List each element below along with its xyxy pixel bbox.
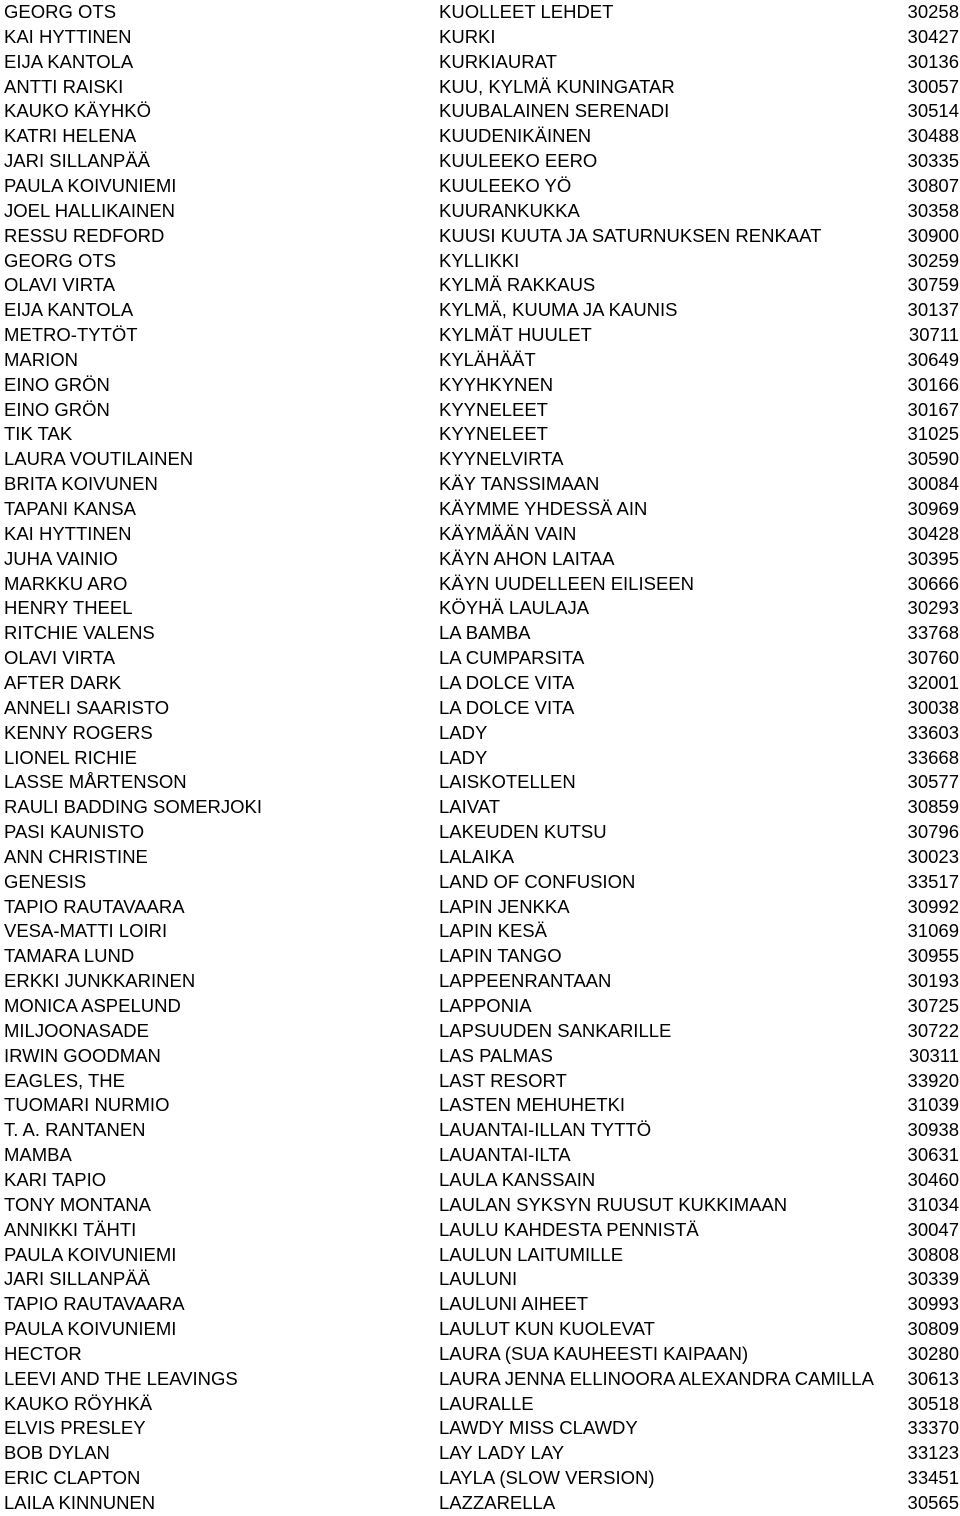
artist-name: GEORG OTS [4, 1, 117, 22]
artist-name: MARKKU ARO [4, 572, 128, 594]
song-title: LADY [439, 746, 488, 768]
song-title: KÄY TANSSIMAAN [439, 473, 600, 495]
song-code: 30666 [906, 572, 959, 597]
artist-name: JOEL HALLIKAINEN [4, 199, 176, 221]
song-title: LAPPONIA [439, 995, 532, 1016]
song-code: 30992 [906, 895, 959, 920]
song-title: LA DOLCE VITA [439, 671, 575, 693]
song-title: LAULUNI [439, 1268, 518, 1290]
song-title: KYLÄHÄÄT [439, 348, 536, 370]
artist-name: ANN CHRISTINE [4, 845, 148, 867]
artist-name: EINO GRÖN [4, 373, 110, 395]
song-code: 33920 [906, 1069, 959, 1094]
song-row [0, 1292, 960, 1317]
song-row [0, 795, 960, 820]
song-row [0, 1243, 960, 1268]
song-title: LAZZARELLA [439, 1492, 556, 1513]
song-row [0, 621, 960, 646]
song-code: 30137 [906, 298, 959, 323]
song-row [0, 596, 960, 621]
song-code: 30649 [906, 348, 959, 373]
song-row [0, 671, 960, 696]
song-title: KÄYMÄÄN VAIN [439, 522, 577, 544]
song-row [0, 298, 960, 323]
song-title: LASTEN MEHUHETKI [439, 1094, 626, 1116]
artist-name: PASI KAUNISTO [4, 821, 145, 843]
song-row [0, 50, 960, 75]
song-code: 30293 [906, 596, 959, 621]
song-title: LAWDY MISS CLAWDY [439, 1417, 638, 1439]
song-code: 30136 [906, 50, 959, 75]
song-row [0, 1392, 960, 1417]
song-title: LAKEUDEN KUTSU [439, 821, 607, 843]
song-code: 33123 [906, 1441, 959, 1466]
song-code: 30900 [906, 224, 959, 249]
artist-name: BOB DYLAN [4, 1442, 110, 1464]
song-code: 33768 [906, 621, 959, 646]
song-code: 30711 [907, 323, 959, 348]
song-row [0, 0, 960, 25]
artist-name: EAGLES, THE [4, 1069, 125, 1091]
artist-name: KAI HYTTINEN [4, 522, 132, 544]
song-title: KÖYHÄ LAULAJA [439, 597, 590, 619]
song-row [0, 721, 960, 746]
song-code: 30631 [906, 1143, 959, 1168]
artist-name: METRO-TYTÖT [4, 324, 138, 346]
artist-name: BRITA KOIVUNEN [4, 473, 158, 495]
artist-name: MILJOONASADE [4, 1019, 149, 1041]
song-title: KYLMÄ, KUUMA JA KAUNIS [439, 299, 678, 321]
artist-name: OLAVI VIRTA [4, 274, 116, 296]
song-title: LAURA (SUA KAUHEESTI KAIPAAN) [439, 1342, 749, 1364]
song-title: KUULEEKO YÖ [439, 174, 572, 196]
song-row [0, 994, 960, 1019]
song-title: LAULU KAHDESTA PENNISTÄ [439, 1218, 699, 1240]
song-title: KYYNELEET [439, 398, 548, 420]
song-row [0, 472, 960, 497]
song-title: KÄYMME YHDESSÄ AIN [439, 498, 648, 519]
artist-name: TAMARA LUND [4, 945, 135, 967]
song-code: 33370 [906, 1416, 959, 1441]
song-title: LAYLA (SLOW VERSION) [439, 1467, 655, 1489]
song-title: LAUANTAI-ILLAN TYTTÖ [439, 1119, 652, 1141]
artist-name: TUOMARI NURMIO [4, 1094, 170, 1116]
song-title: LAULUNI AIHEET [439, 1293, 589, 1315]
song-title: KURKIAURAT [439, 50, 557, 72]
song-title: LAUANTAI-ILTA [439, 1144, 571, 1166]
song-code: 30193 [906, 969, 959, 994]
song-row [0, 522, 960, 547]
song-row [0, 746, 960, 771]
song-row [0, 497, 960, 522]
song-code: 30514 [906, 99, 959, 124]
artist-name: GEORG OTS [4, 249, 117, 271]
song-code: 30759 [906, 273, 959, 298]
song-code: 30339 [906, 1267, 959, 1292]
song-code: 30955 [906, 944, 959, 969]
song-row [0, 1267, 960, 1292]
artist-name: PAULA KOIVUNIEMI [4, 1318, 177, 1340]
artist-name: PAULA KOIVUNIEMI [4, 1243, 177, 1265]
song-title: LA BAMBA [439, 622, 531, 644]
song-code: 30808 [906, 1243, 959, 1268]
song-code: 30809 [906, 1317, 959, 1342]
song-title: LAND OF CONFUSION [439, 870, 636, 892]
artist-name: VESA-MATTI LOIRI [4, 920, 168, 942]
song-code: 33668 [906, 746, 959, 771]
artist-name: EIJA KANTOLA [4, 299, 134, 321]
song-code: 31034 [906, 1193, 959, 1218]
song-code: 30166 [906, 373, 959, 398]
song-row [0, 348, 960, 373]
artist-name: KAUKO RÖYHKÄ [4, 1392, 153, 1414]
song-row [0, 249, 960, 274]
song-title: LAS PALMAS [439, 1044, 553, 1066]
song-title: KYYNELEET [439, 423, 548, 445]
song-row [0, 1218, 960, 1243]
song-row [0, 25, 960, 50]
song-title: LAPIN KESÄ [439, 920, 547, 942]
song-title: LAURA JENNA ELLINOORA ALEXANDRA CAMILLA [439, 1367, 874, 1389]
artist-name: JARI SILLANPÄÄ [4, 1268, 151, 1290]
song-code: 30565 [906, 1491, 959, 1516]
song-row [0, 447, 960, 472]
artist-name: PAULA KOIVUNIEMI [4, 174, 177, 196]
song-code: 30722 [906, 1019, 959, 1044]
song-code: 30590 [906, 447, 959, 472]
song-title: LAULUT KUN KUOLEVAT [439, 1318, 655, 1340]
artist-name: TAPIO RAUTAVAARA [4, 895, 185, 917]
artist-name: IRWIN GOODMAN [4, 1044, 161, 1066]
song-code: 33603 [906, 721, 959, 746]
song-row [0, 75, 960, 100]
song-row [0, 273, 960, 298]
song-code: 30428 [906, 522, 959, 547]
artist-name: ANTTI RAISKI [4, 75, 124, 97]
song-title: KYYHKYNEN [439, 373, 554, 395]
song-row [0, 1193, 960, 1218]
song-code: 30335 [906, 149, 959, 174]
artist-name: JARI SILLANPÄÄ [4, 150, 151, 172]
song-code: 30311 [907, 1044, 959, 1069]
artist-name: KARI TAPIO [4, 1168, 107, 1190]
song-title: LALAIKA [439, 845, 515, 867]
song-code: 30167 [906, 398, 959, 423]
song-row [0, 1342, 960, 1367]
song-row [0, 1441, 960, 1466]
song-code: 30038 [906, 696, 959, 721]
song-code: 30969 [906, 497, 959, 522]
song-title: KYLMÄ RAKKAUS [439, 274, 596, 296]
artist-name: LASSE MÅRTENSON [4, 771, 187, 793]
artist-name: TAPIO RAUTAVAARA [4, 1293, 185, 1315]
song-code: 30023 [906, 845, 959, 870]
song-title: LADY [439, 721, 488, 743]
song-code: 33451 [906, 1466, 959, 1491]
song-code: 30760 [906, 646, 959, 671]
artist-name: MAMBA [4, 1144, 72, 1166]
song-title: KYLLIKKI [439, 249, 520, 271]
artist-name: OLAVI VIRTA [4, 647, 116, 669]
song-code: 30259 [906, 249, 959, 274]
song-row [0, 919, 960, 944]
song-row [0, 547, 960, 572]
song-row [0, 1317, 960, 1342]
artist-name: ELVIS PRESLEY [4, 1417, 146, 1439]
song-code: 31039 [906, 1093, 959, 1118]
song-title: KUUSI KUUTA JA SATURNUKSEN RENKAAT [439, 224, 822, 246]
song-code: 30938 [906, 1118, 959, 1143]
song-title: KUOLLEET LEHDET [439, 1, 614, 22]
song-row [0, 1093, 960, 1118]
artist-name: KAUKO KÄYHKÖ [4, 100, 152, 122]
song-row [0, 1019, 960, 1044]
song-row [0, 1491, 960, 1516]
song-code: 30280 [906, 1342, 959, 1367]
song-code: 30518 [906, 1392, 959, 1417]
artist-name: ERIC CLAPTON [4, 1467, 141, 1489]
artist-name: TIK TAK [4, 423, 73, 445]
song-row [0, 1168, 960, 1193]
song-title: KYYNELVIRTA [439, 448, 564, 470]
song-title: LAST RESORT [439, 1069, 567, 1091]
song-row [0, 944, 960, 969]
song-code: 30427 [906, 25, 959, 50]
song-row [0, 99, 960, 124]
song-row [0, 224, 960, 249]
song-row [0, 820, 960, 845]
song-row [0, 969, 960, 994]
artist-name: TONY MONTANA [4, 1193, 151, 1215]
song-code: 30613 [906, 1367, 959, 1392]
song-title: KUUDENIKÄINEN [439, 125, 592, 147]
artist-name: KAI HYTTINEN [4, 25, 132, 47]
song-title: KURKI [439, 25, 496, 47]
song-title: LAY LADY LAY [439, 1442, 565, 1464]
song-code: 30258 [906, 0, 959, 25]
song-row [0, 149, 960, 174]
artist-name: GENESIS [4, 870, 87, 892]
song-row [0, 422, 960, 447]
song-title: LAISKOTELLEN [439, 771, 576, 793]
song-code: 30859 [906, 795, 959, 820]
artist-name: KENNY ROGERS [4, 721, 153, 743]
song-row [0, 572, 960, 597]
artist-name: ANNIKKI TÄHTI [4, 1218, 137, 1240]
song-row [0, 174, 960, 199]
artist-name: AFTER DARK [4, 671, 122, 693]
song-code: 30047 [906, 1218, 959, 1243]
song-title: LAULUN LAITUMILLE [439, 1243, 624, 1265]
song-code: 30057 [906, 75, 959, 100]
song-row [0, 895, 960, 920]
song-title: KUULEEKO EERO [439, 150, 598, 172]
song-row [0, 1118, 960, 1143]
song-code: 30796 [906, 820, 959, 845]
song-code: 31069 [906, 919, 959, 944]
song-title: LAPPEENRANTAAN [439, 970, 612, 992]
song-code: 32001 [906, 671, 959, 696]
song-code: 33517 [906, 870, 959, 895]
song-title: LAPSUUDEN SANKARILLE [439, 1019, 672, 1041]
song-title: LAULAN SYKSYN RUUSUT KUKKIMAAN [439, 1193, 788, 1215]
artist-name: JUHA VAINIO [4, 547, 118, 569]
song-code: 30395 [906, 547, 959, 572]
artist-name: ANNELI SAARISTO [4, 696, 170, 718]
song-row [0, 323, 960, 348]
song-title: LAURALLE [439, 1392, 534, 1414]
artist-name: RESSU REDFORD [4, 224, 165, 246]
song-title: LAPIN TANGO [439, 945, 562, 967]
song-code: 30577 [906, 770, 959, 795]
song-row [0, 1416, 960, 1441]
song-row [0, 124, 960, 149]
song-row [0, 646, 960, 671]
song-title: LA CUMPARSITA [439, 647, 585, 669]
artist-name: MARION [4, 348, 78, 370]
song-code: 30993 [906, 1292, 959, 1317]
song-title: LA DOLCE VITA [439, 696, 575, 718]
artist-name: EINO GRÖN [4, 398, 110, 420]
artist-name: T. A. RANTANEN [4, 1119, 146, 1141]
song-code: 30084 [906, 472, 959, 497]
song-row [0, 1044, 960, 1069]
song-title: LAULA KANSSAIN [439, 1168, 596, 1190]
song-row [0, 770, 960, 795]
song-row [0, 373, 960, 398]
artist-name: RITCHIE VALENS [4, 622, 155, 644]
artist-name: RAULI BADDING SOMERJOKI [4, 796, 263, 818]
song-row [0, 1143, 960, 1168]
song-code: 30460 [906, 1168, 959, 1193]
artist-name: ERKKI JUNKKARINEN [4, 970, 196, 992]
song-title: KÄYN AHON LAITAA [439, 547, 615, 569]
artist-name: HENRY THEEL [4, 597, 133, 619]
song-code: 30488 [906, 124, 959, 149]
song-title: KÄYN UUDELLEEN EILISEEN [439, 572, 694, 594]
artist-name: HECTOR [4, 1342, 82, 1364]
song-row [0, 696, 960, 721]
artist-name: LAILA KINNUNEN [4, 1492, 156, 1513]
artist-name: TAPANI KANSA [4, 498, 136, 519]
artist-name: LIONEL RICHIE [4, 746, 137, 768]
song-row [0, 1367, 960, 1392]
song-code: 30358 [906, 199, 959, 224]
song-title: KUURANKUKKA [439, 199, 580, 221]
artist-name: EIJA KANTOLA [4, 50, 134, 72]
song-row [0, 1466, 960, 1491]
song-row [0, 398, 960, 423]
song-title: KYLMÄT HUULET [439, 324, 592, 346]
song-title: LAPIN JENKKA [439, 895, 570, 917]
artist-name: KATRI HELENA [4, 125, 137, 147]
song-title: KUUBALAINEN SERENADI [439, 100, 670, 122]
song-row [0, 870, 960, 895]
song-row [0, 845, 960, 870]
song-title: LAIVAT [439, 796, 501, 818]
song-row [0, 199, 960, 224]
artist-name: LEEVI AND THE LEAVINGS [4, 1367, 238, 1389]
artist-name: LAURA VOUTILAINEN [4, 448, 194, 470]
artist-name: MONICA ASPELUND [4, 995, 181, 1016]
song-code: 30807 [906, 174, 959, 199]
song-code: 31025 [906, 422, 959, 447]
song-title: KUU, KYLMÄ KUNINGATAR [439, 75, 675, 97]
song-row [0, 1069, 960, 1094]
song-code: 30725 [906, 994, 959, 1019]
